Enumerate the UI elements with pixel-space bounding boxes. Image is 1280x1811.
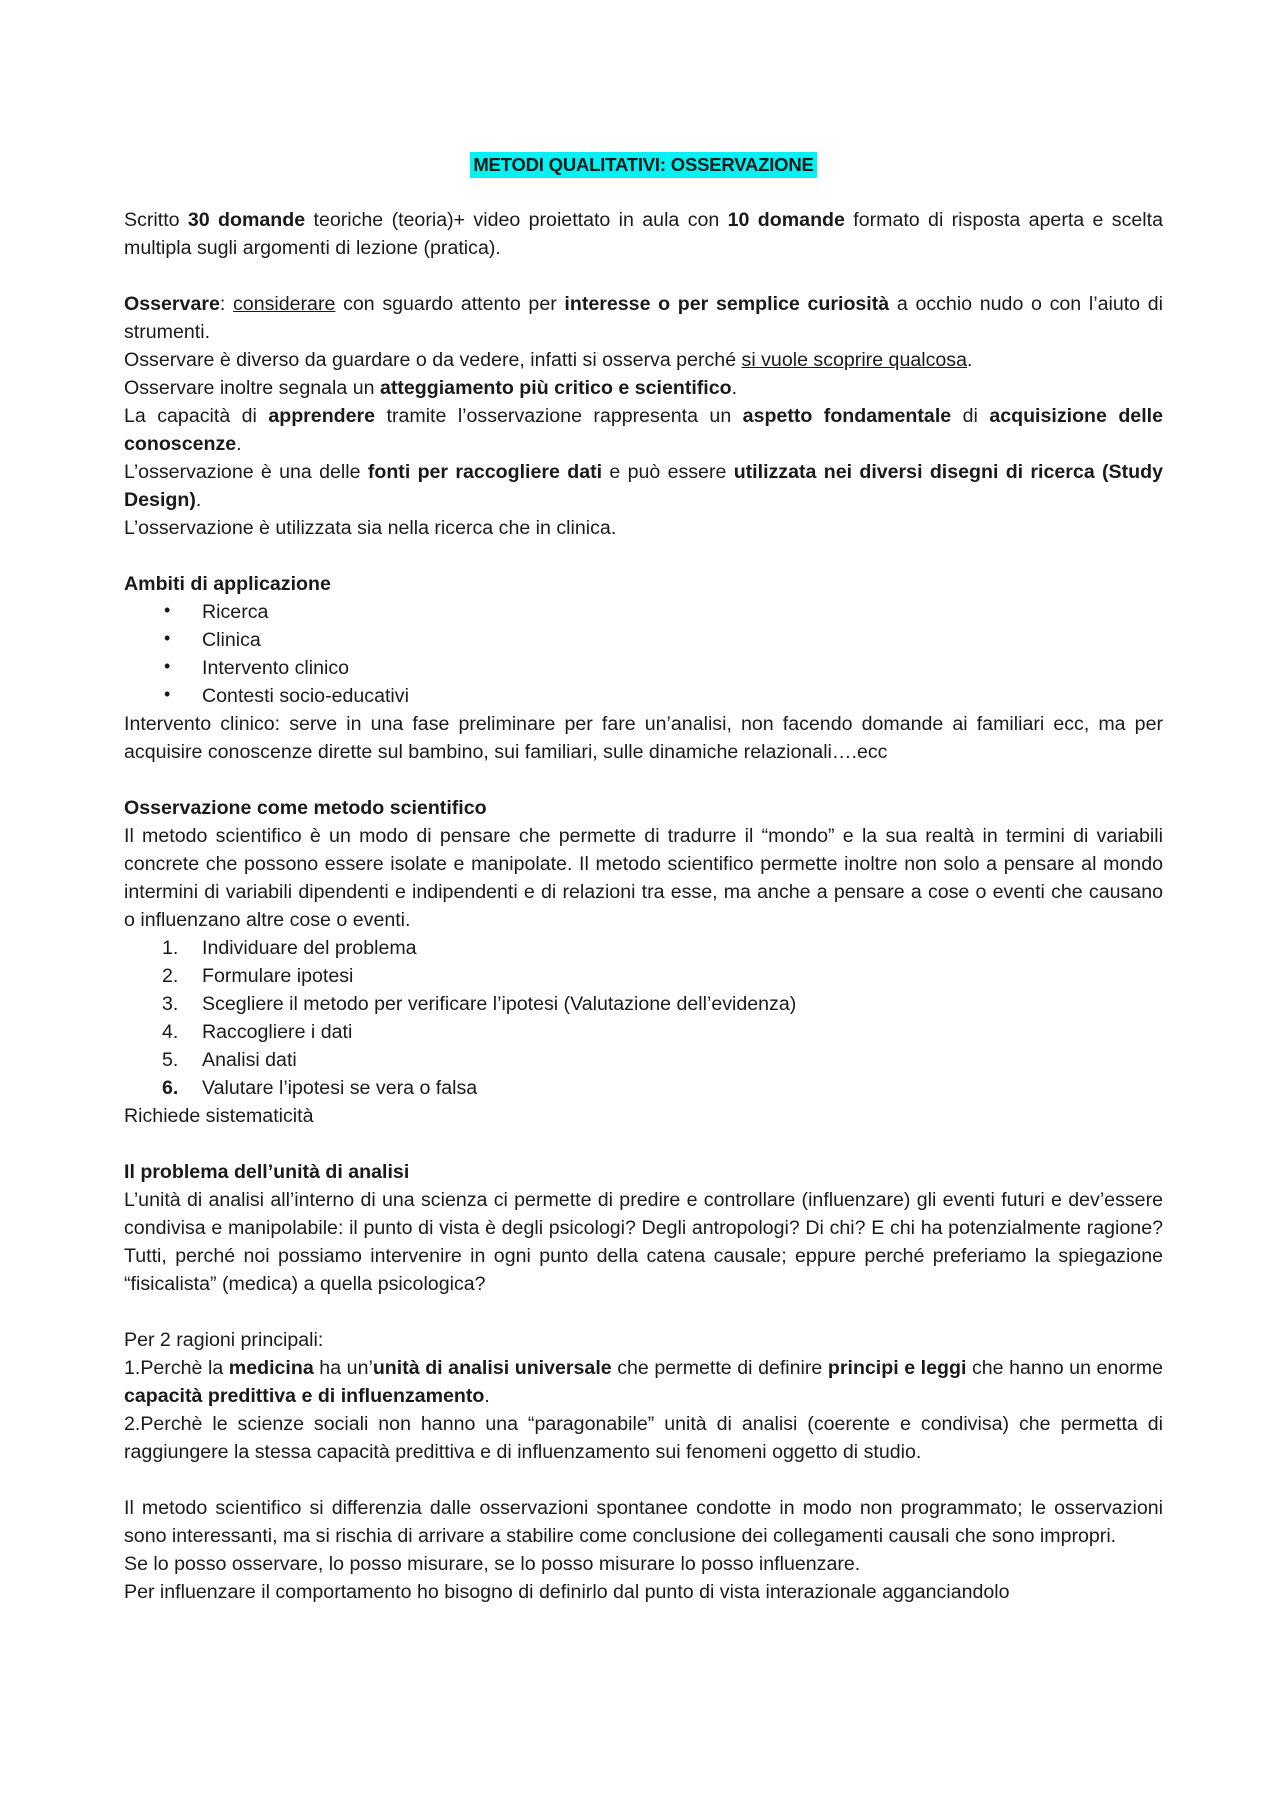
conclusione-paragraph-3: Per influenzare il comportamento ho bisogno di definirlo dal punto di vista interazionale agganciandolo — [124, 1581, 1010, 1603]
list-item — [124, 626, 1163, 654]
conclusione-paragraph-2: Se lo posso osservare, lo posso misurare, se lo posso misurare lo posso influenzare. — [124, 1553, 861, 1575]
list-item — [124, 1046, 1163, 1074]
bullet-icon: • — [164, 600, 171, 620]
text: L’osservazione è una delle — [124, 461, 368, 483]
list-number: 1. — [162, 937, 179, 959]
term-bold: interesse o per semplice curiosità — [564, 293, 890, 315]
spacer — [124, 262, 1163, 290]
list-number: 6. — [162, 1077, 179, 1099]
list-item-text: Individuare del problema — [202, 937, 417, 959]
page-title: METODI QUALITATIVI: OSSERVAZIONE — [470, 152, 816, 178]
text: . — [195, 489, 202, 511]
list-item — [124, 962, 1163, 990]
list-item-text: Scegliere il metodo per verificare l’ipotesi (Valutazione dell’evidenza) — [202, 993, 797, 1015]
bullet-icon: • — [164, 684, 171, 704]
title-container — [124, 152, 1163, 178]
bullet-icon: • — [164, 628, 171, 648]
text: tramite l’osservazione rappresenta un — [375, 405, 743, 427]
conclusione-paragraph-1: Il metodo scientifico si differenzia dalle osservazioni spontanee condotte in modo non programmato; le osservazioni sono interessanti, ma si rischia di arrivare a stabilire come conclusione dei collegamenti causali che sono impropri. — [124, 1497, 1163, 1547]
section-heading-metodo: Osservazione come metodo scientifico — [124, 797, 487, 819]
intro-bold: 30 domande — [187, 209, 306, 231]
intro-paragraph — [124, 206, 1163, 262]
text: . — [236, 433, 242, 455]
list-item — [124, 1018, 1163, 1046]
ragioni-item-2: 2.Perchè le scienze sociali non hanno una “paragonabile” unità di analisi (coerente e condivisa) che permetta di raggiungere la stessa capacità predittiva e di influenzamento sui fenomeni oggetto di studio. — [124, 1413, 1163, 1463]
section-heading-ambiti: Ambiti di applicazione — [124, 573, 331, 595]
term-bold: aspetto fondamentale — [742, 405, 952, 427]
text: che hanno un enorme — [966, 1357, 1163, 1379]
term-bold: capacità predittiva e di influenzamento — [124, 1385, 485, 1407]
spacer — [124, 1298, 1163, 1326]
intro-text: Scritto — [124, 209, 188, 231]
term-bold: utilizzata nei diversi disegni di ricerca (Study Design) — [124, 461, 1163, 511]
term-bold: apprendere — [268, 405, 376, 427]
list-item-text: Raccogliere i dati — [202, 1021, 353, 1043]
text: di — [951, 405, 990, 427]
ragioni-item-1 — [124, 1354, 1163, 1410]
osservare-definition — [124, 290, 1163, 346]
osservare-paragraph-4 — [124, 402, 1163, 458]
text: . — [966, 349, 973, 371]
spacer — [124, 1130, 1163, 1158]
ambiti-note: Intervento clinico: serve in una fase preliminare per fare un’analisi, non facendo domande ai familiari ecc, ma per acquisire conoscenze dirette sul bambino, sui familiari, sulle dinamiche relazionali….ecc — [124, 713, 1163, 763]
term-bold: medicina — [228, 1357, 314, 1379]
bullet-icon: • — [164, 656, 171, 676]
list-item — [124, 1074, 1163, 1102]
term-bold: unità di analisi universale — [372, 1357, 612, 1379]
list-item-text: Contesti socio-educativi — [202, 685, 409, 707]
text: che permette di definire — [611, 1357, 828, 1379]
text: : — [219, 293, 233, 315]
term-bold: atteggiamento più critico e scientifico — [379, 377, 732, 399]
spacer — [124, 766, 1163, 794]
spacer — [124, 1466, 1163, 1494]
list-item — [124, 990, 1163, 1018]
list-item-text: Valutare l’ipotesi se vera o falsa — [202, 1077, 478, 1099]
term-bold: fonti per raccogliere dati — [367, 461, 603, 483]
steps-list — [124, 934, 1163, 1102]
text: La capacità di — [124, 405, 269, 427]
metodo-paragraph: Il metodo scientifico è un modo di pensare che permette di tradurre il “mondo” e la sua realtà in termini di variabili concrete che possono essere isolate e manipolate. Il metodo scientifico permette inoltre non solo a pensare al mondo intermini di variabili dipendenti e indipendenti e di relazioni tra esse, ma anche a pensare a cose o eventi che causano o influenzano altre cose o eventi. — [124, 825, 1163, 931]
text: Osservare è diverso da guardare o da vedere, infatti si osserva perché — [124, 349, 742, 371]
list-item-text: Ricerca — [202, 601, 269, 623]
spacer — [124, 542, 1163, 570]
list-number: 5. — [162, 1049, 179, 1071]
list-item-text: Formulare ipotesi — [202, 965, 354, 987]
text: Osservare inoltre segnala un — [124, 377, 380, 399]
underlined-text: considerare — [233, 293, 336, 315]
list-item — [124, 598, 1163, 626]
text: . — [484, 1385, 490, 1407]
text: ha un’ — [313, 1357, 373, 1379]
term-bold: acquisizione delle conoscenze — [124, 405, 1163, 455]
list-item-text: Intervento clinico — [202, 657, 350, 679]
underlined-text: si vuole scoprire qualcosa — [741, 349, 967, 371]
term-bold: Osservare — [124, 293, 220, 315]
text: con sguardo attento per — [335, 293, 565, 315]
list-number: 2. — [162, 965, 179, 987]
unita-paragraph: L’unità di analisi all’interno di una scienza ci permette di predire e controllare (influenzare) gli eventi futuri e dev’essere condivisa e manipolabile: il punto di vista è degli psicologi? Degli antropologi? Di chi? E chi ha potenzialmente ragione? Tutti, perché noi possiamo intervenire in ogni punto della catena causale; eppure perché preferiamo la spiegazione “fisicalista” (medica) a quella psicologica? — [124, 1189, 1163, 1295]
text: 1.Perchè la — [124, 1357, 229, 1379]
text: e può essere — [602, 461, 734, 483]
intro-bold: 10 domande — [727, 209, 845, 231]
text: a occhio nudo o con l’aiuto di strumenti. — [124, 293, 1163, 343]
osservare-paragraph-3 — [124, 374, 1163, 402]
term-bold: principi e leggi — [827, 1357, 967, 1379]
osservare-paragraph-2 — [124, 346, 1163, 374]
list-number: 3. — [162, 993, 179, 1015]
intro-text: teoriche (teoria)+ video proiettato in aula con — [305, 209, 728, 231]
list-item-text: Clinica — [202, 629, 261, 651]
list-number: 4. — [162, 1021, 179, 1043]
metodo-footer: Richiede sistematicità — [124, 1105, 314, 1127]
list-item-text: Analisi dati — [202, 1049, 297, 1071]
osservare-paragraph-6: L’osservazione è utilizzata sia nella ricerca che in clinica. — [124, 517, 617, 539]
osservare-paragraph-5 — [124, 458, 1163, 514]
list-item — [124, 682, 1163, 710]
intro-text: formato di risposta aperta e scelta multipla sugli argomenti di lezione (pratica). — [124, 209, 1163, 259]
list-item — [124, 934, 1163, 962]
ragioni-intro: Per 2 ragioni principali: — [124, 1329, 324, 1351]
section-heading-unita: Il problema dell’unità di analisi — [124, 1161, 410, 1183]
ambiti-list — [124, 598, 1163, 710]
text: . — [731, 377, 738, 399]
list-item — [124, 654, 1163, 682]
